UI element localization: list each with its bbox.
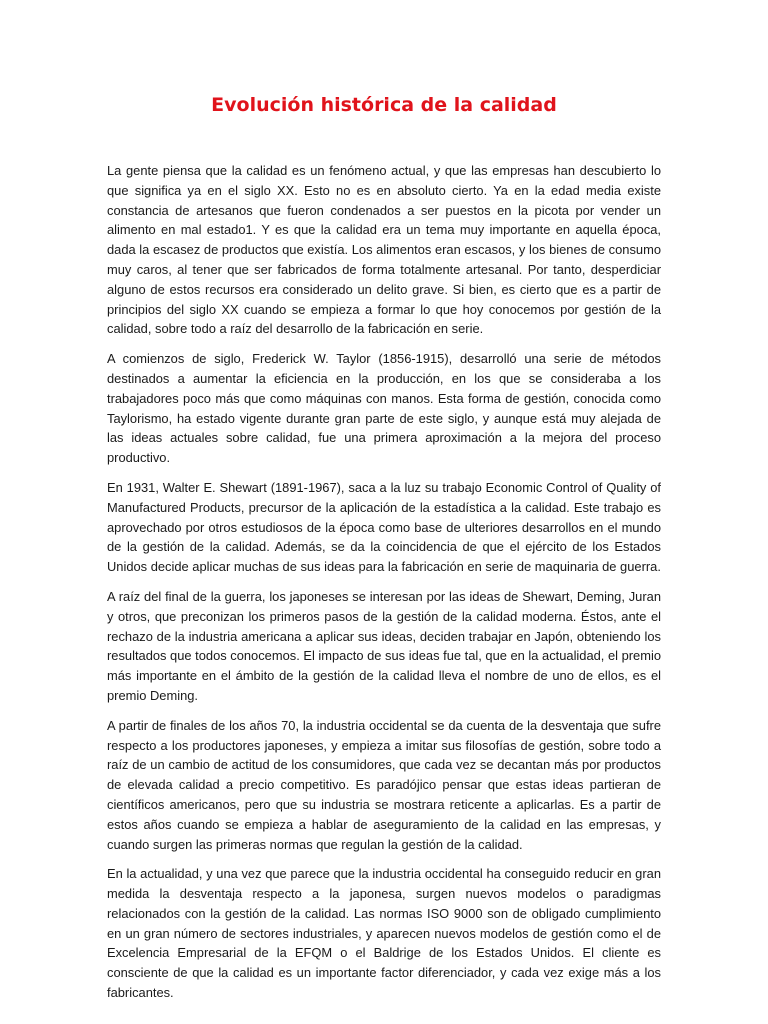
paragraph: A raíz del final de la guerra, los japoneses se interesan por las ideas de Shewart, Deming, Juran y otros, que preconizan los primeros pasos de la gestión de la calidad moderna. Éstos, ante el rechazo de la industria americana a aplicar sus ideas, deciden trabajar en Japón, obteniendo los resultados que todos conocemos. El impacto de sus ideas fue tal, que en la actualidad, el premio más importante en el ámbito de la gestión de la calidad lleva el nombre de uno de ellos, es el premio Deming. xyxy=(107,588,661,703)
paragraph: En 1931, Walter E. Shewart (1891-1967), saca a la luz su trabajo Economic Control of Quality of Manufactured Products, precursor de la aplicación de la estadística a la calidad. Este trabajo es aprovechado por otros estudiosos de la época como base de ulteriores desarrollos en el mundo de la gestión de la calidad. Además, se da la coincidencia de que el ejército de los Estados Unidos decide aplicar muchas de sus ideas para la fabricación en serie de maquinaria de guerra. xyxy=(107,479,661,575)
paragraph: A comienzos de siglo, Frederick W. Taylor (1856-1915), desarrolló una serie de métodos destinados a aumentar la eficiencia en la producción, en los que se consideraba a los trabajadores poco más que como máquinas con manos. Esta forma de gestión, conocida como Taylorismo, ha estado vigente durante gran parte de este siglo, y aunque está muy alejada de las ideas actuales sobre calidad, fue una primera aproximación a la mejora del proceso productivo. xyxy=(107,351,661,466)
document-body xyxy=(107,161,661,1013)
document-title: Evolución histórica de la calidad xyxy=(211,94,557,116)
paragraph: La gente piensa que la calidad es un fenómeno actual, y que las empresas han descubierto lo que significa ya en el siglo XX. Esto no es en absoluto cierto. Ya en la edad media existe constancia de artesanos que fueron condenados a ser puestos en la picota por vender un alimento en mal estado1. Y es que la calidad era un tema muy importante en aquella época, dada la escasez de productos que existía. Los alimentos eran escasos, y los bienes de consumo muy caros, al tener que ser fabricados de forma totalmente artesanal. Por tanto, desperdiciar alguno de estos recursos era considerado un delito grave. Si bien, es cierto que es a partir de principios del siglo XX cuando se empieza a formar lo que hoy conocemos por gestión de la calidad, sobre todo a raíz del desarrollo de la fabricación en serie. xyxy=(107,163,661,337)
paragraph: A partir de finales de los años 70, la industria occidental se da cuenta de la desventaja que sufre respecto a los productores japoneses, y empieza a imitar sus filosofías de gestión, sobre todo a raíz de un cambio de actitud de los consumidores, que cada vez se decantan más por productos de elevada calidad a precio competitivo. Es paradójico pensar que estas ideas partieran de científicos americanos, pero que su industria se mostrara reticente a aplicarlas. Es a partir de estos años cuando se empieza a hablar de aseguramiento de la calidad en las empresas, y cuando surgen las primeras normas que regulan la gestión de la calidad. xyxy=(107,717,661,852)
paragraph: En la actualidad, y una vez que parece que la industria occidental ha conseguido reducir en gran medida la desventaja respecto a la japonesa, surgen nuevos modelos o paradigmas relacionados con la gestión de la calidad. Las normas ISO 9000 son de obligado cumplimiento en un gran número de sectores industriales, y aparecen nuevos modelos de gestión como el de Excelencia Empresarial de la EFQM o el Baldrige de los Estados Unidos. El cliente es consciente de que la calidad es un importante factor diferenciador, y cada vez exige más a los fabricantes. xyxy=(107,866,661,1001)
